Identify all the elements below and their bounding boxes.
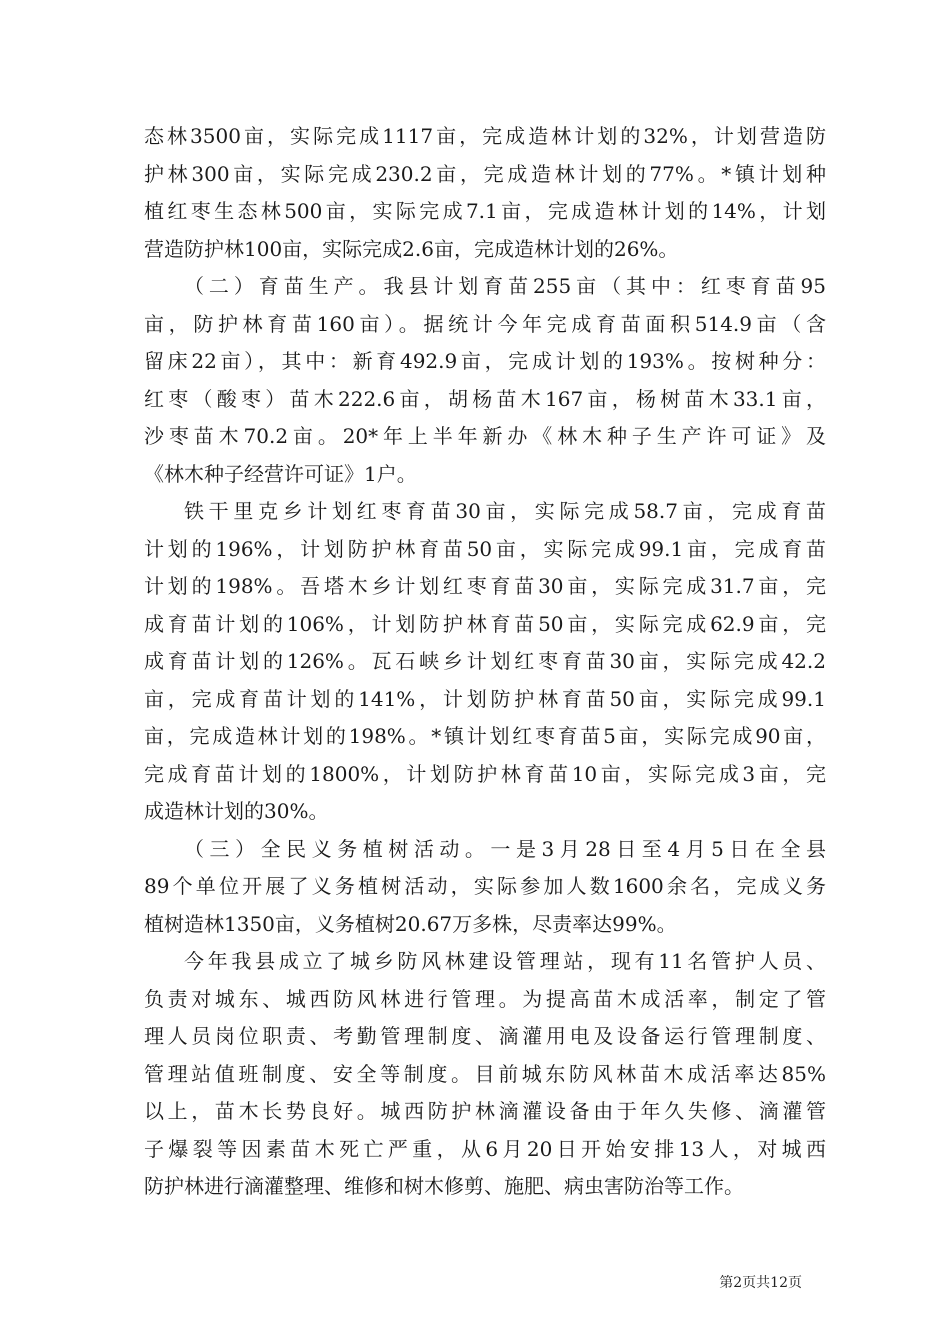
text-line: 理人员岗位职责、考勤管理制度、滴灌用电及设备运行管理制度、 bbox=[144, 1024, 826, 1048]
text-line: 子爆裂等因素苗木死亡严重，从6月20日开始安排13人，对城西 bbox=[144, 1136, 826, 1161]
text-line: 计划的198%。吾塔木乡计划红枣育苗30亩，实际完成31.7亩，完 bbox=[144, 574, 826, 598]
text-line: 《林木种子经营许可证》1户。 bbox=[144, 461, 417, 486]
text-line: 防护林进行滴灌整理、维修和树木修剪、施肥、病虫害防治等工作。 bbox=[144, 1174, 744, 1198]
paragraph-township-seedlings bbox=[144, 493, 826, 831]
text-line: 完成育苗计划的1800%，计划防护林育苗10亩，实际完成3亩，完 bbox=[144, 761, 826, 786]
text-line: 成造林计划的30%。 bbox=[144, 799, 329, 823]
text-line: 亩，防护林育苗160亩）。据统计今年完成育苗面积514.9亩（含 bbox=[144, 311, 826, 336]
paragraph-windbreak-management bbox=[144, 943, 826, 1206]
text-line: 负责对城东、城西防风林进行管理。为提高苗木成活率，制定了管 bbox=[144, 986, 826, 1011]
text-line: 89个单位开展了义务植树活动，实际参加人数1600余名，完成义务 bbox=[144, 874, 826, 898]
document-body bbox=[144, 118, 826, 1206]
text-line: 护林300亩，实际完成230.2亩，完成造林计划的77%。*镇计划种 bbox=[144, 161, 826, 186]
text-line: 计划的196%，计划防护林育苗50亩，实际完成99.1亩，完成育苗 bbox=[144, 536, 826, 561]
page-number: 第2页共12页 bbox=[719, 1275, 802, 1291]
paragraph-afforestation-continued bbox=[144, 118, 826, 268]
text-line: 管理站值班制度、安全等制度。目前城东防风林苗木成活率达85% bbox=[144, 1061, 826, 1086]
text-line: 留床22亩），其中：新育492.9亩，完成计划的193%。按树种分： bbox=[144, 349, 826, 373]
text-line: 铁干里克乡计划红枣育苗30亩，实际完成58.7亩，完成育苗 bbox=[184, 499, 826, 523]
text-line: 成育苗计划的106%，计划防护林育苗50亩，实际完成62.9亩，完 bbox=[144, 611, 826, 636]
text-line: 沙枣苗木70.2亩。20*年上半年新办《林木种子生产许可证》及 bbox=[144, 424, 826, 448]
text-line: 亩，完成育苗计划的141%，计划防护林育苗50亩，实际完成99.1 bbox=[144, 686, 826, 711]
text-line: 营造防护林100亩，实际完成2.6亩，完成造林计划的26%。 bbox=[144, 236, 679, 261]
text-line: （二）育苗生产。我县计划育苗255亩（其中：红枣育苗95 bbox=[184, 274, 826, 298]
text-line: 植红枣生态林500亩，实际完成7.1亩，完成造林计划的14%，计划 bbox=[144, 199, 826, 223]
paragraph-tree-planting bbox=[144, 831, 826, 944]
text-line: 成育苗计划的126%。瓦石峡乡计划红枣育苗30亩，实际完成42.2 bbox=[144, 649, 826, 673]
text-line: 亩，完成造林计划的198%。*镇计划红枣育苗5亩，实际完成90亩， bbox=[144, 724, 826, 748]
text-line: 红枣（酸枣）苗木222.6亩，胡杨苗木167亩，杨树苗木33.1亩， bbox=[144, 386, 826, 411]
text-line: 植树造林1350亩，义务植树20.67万多株，尽责率达99%。 bbox=[144, 911, 677, 936]
text-line: 今年我县成立了城乡防风林建设管理站，现有11名管护人员、 bbox=[184, 949, 826, 973]
text-line: 以上，苗木长势良好。城西防护林滴灌设备由于年久失修、滴灌管 bbox=[144, 1099, 826, 1123]
paragraph-seedling-production bbox=[144, 268, 826, 493]
text-line: 态林3500亩，实际完成1117亩，完成造林计划的32%，计划营造防 bbox=[144, 124, 826, 148]
text-line: （三）全民义务植树活动。一是3月28日至4月5日在全县 bbox=[184, 836, 826, 861]
